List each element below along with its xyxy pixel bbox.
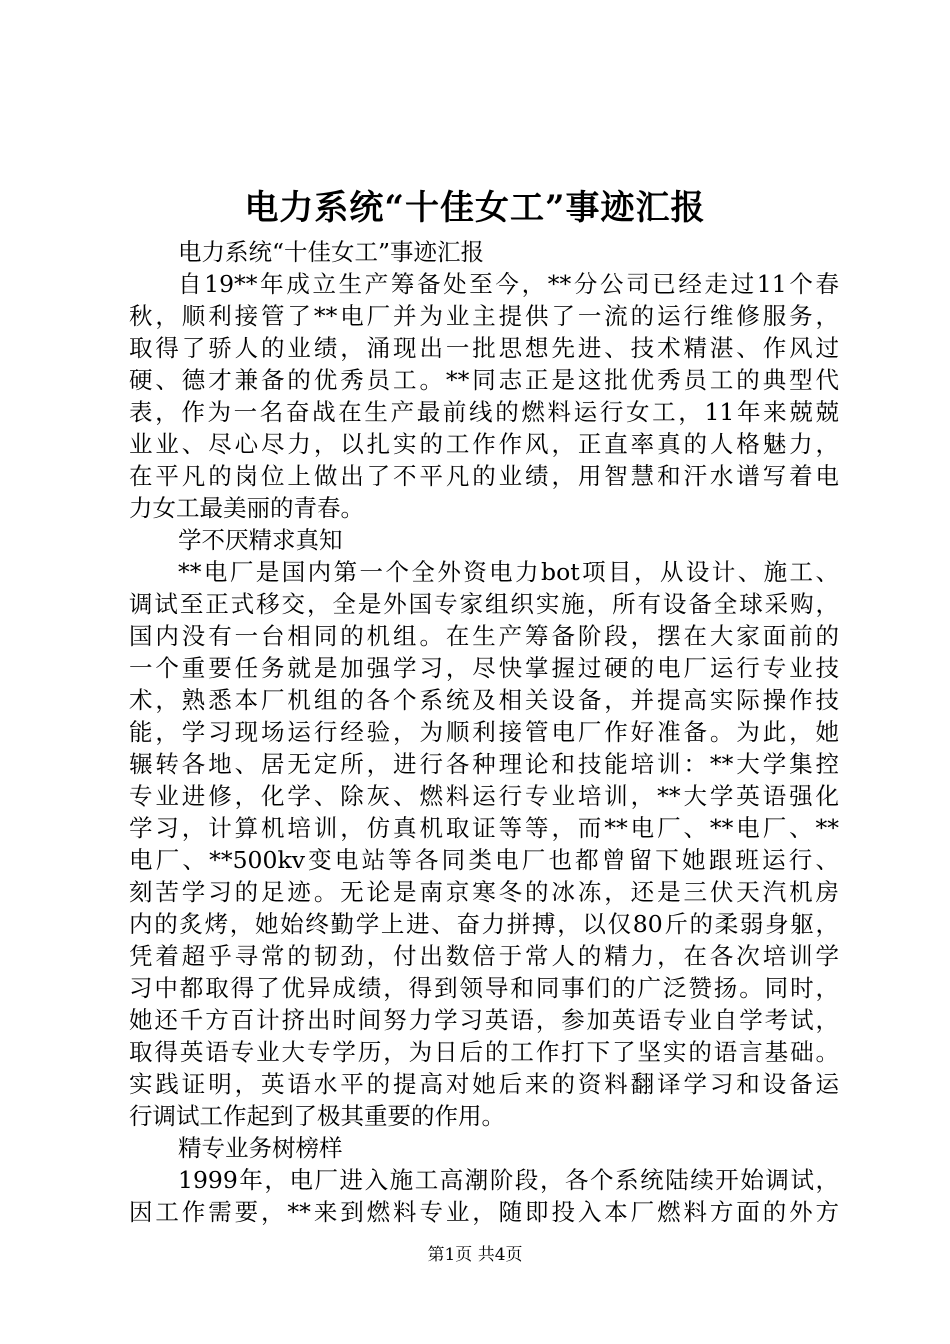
text-line: 表，作为一名奋战在生产最前线的燃料运行女工，11年来兢兢 <box>129 398 839 426</box>
text-line: 实践证明，英语水平的提高对她后来的资料翻译学习和设备运 <box>129 1070 839 1098</box>
text-line: 硬、德才兼备的优秀员工。**同志正是这批优秀员工的典型代 <box>129 366 839 394</box>
text-line: 习中都取得了优异成绩，得到领导和同事们的广泛赞扬。同时， <box>129 974 839 1002</box>
text-line: 1999年，电厂进入施工高潮阶段，各个系统陆续开始调试， <box>178 1166 839 1194</box>
text-line: 内的炙烤，她始终勤学上进、奋力拼搏，以仅80斤的柔弱身躯， <box>129 910 839 938</box>
text-line: 术，熟悉本厂机组的各个系统及相关设备，并提高实际操作技 <box>129 686 839 714</box>
text-line: 在平凡的岗位上做出了不平凡的业绩，用智慧和汗水谱写着电 <box>129 462 839 490</box>
text-line: 能，学习现场运行经验，为顺利接管电厂作好准备。为此，她 <box>129 718 839 746</box>
text-line: 业业、尽心尽力，以扎实的工作作风，正直率真的人格魅力， <box>129 430 839 458</box>
text-line: 力女工最美丽的青春。 <box>129 494 364 522</box>
text-line: **电厂是国内第一个全外资电力bot项目，从设计、施工、 <box>178 558 839 586</box>
text-line: 电厂、**500kv变电站等各同类电厂也都曾留下她跟班运行、 <box>129 846 839 874</box>
text-line: 取得英语专业大专学历，为日后的工作打下了坚实的语言基础。 <box>129 1038 839 1066</box>
text-line: 电力系统“十佳女工”事迹汇报 <box>178 238 485 266</box>
text-line: 辗转各地、居无定所，进行各种理论和技能培训：**大学集控 <box>129 750 839 778</box>
text-line: 一个重要任务就是加强学习，尽快掌握过硬的电厂运行专业技 <box>129 654 839 682</box>
text-line: 国内没有一台相同的机组。在生产筹备阶段，摆在大家面前的 <box>129 622 839 650</box>
text-line: 学习，计算机培训，仿真机取证等等，而**电厂、**电厂、** <box>129 814 839 842</box>
text-line: 专业进修，化学、除灰、燃料运行专业培训，**大学英语强化 <box>129 782 839 810</box>
text-line: 她还千方百计挤出时间努力学习英语，参加英语专业自学考试， <box>129 1006 839 1034</box>
text-line: 刻苦学习的足迹。无论是南京寒冬的冰冻，还是三伏天汽机房 <box>129 878 839 906</box>
text-line: 凭着超乎寻常的韧劲，付出数倍于常人的精力，在各次培训学 <box>129 942 839 970</box>
document-title: 电力系统“十佳女工”事迹汇报 <box>244 188 706 228</box>
text-line: 秋，顺利接管了**电厂并为业主提供了一流的运行维修服务， <box>129 302 839 330</box>
text-line: 取得了骄人的业绩，涌现出一批思想先进、技术精湛、作风过 <box>129 334 839 362</box>
page-number-footer: 第1页 共4页 <box>427 1245 523 1265</box>
document-body <box>129 236 839 1228</box>
text-line: 行调试工作起到了极其重要的作用。 <box>129 1102 505 1130</box>
text-line: 学不厌精求真知 <box>178 526 343 554</box>
text-line: 调试至正式移交，全是外国专家组织实施，所有设备全球采购， <box>129 590 839 618</box>
text-line: 因工作需要，**来到燃料专业，随即投入本厂燃料方面的外方 <box>129 1198 839 1226</box>
text-line: 精专业务树榜样 <box>178 1134 343 1162</box>
text-line: 自19**年成立生产筹备处至今，**分公司已经走过11个春 <box>178 270 839 298</box>
